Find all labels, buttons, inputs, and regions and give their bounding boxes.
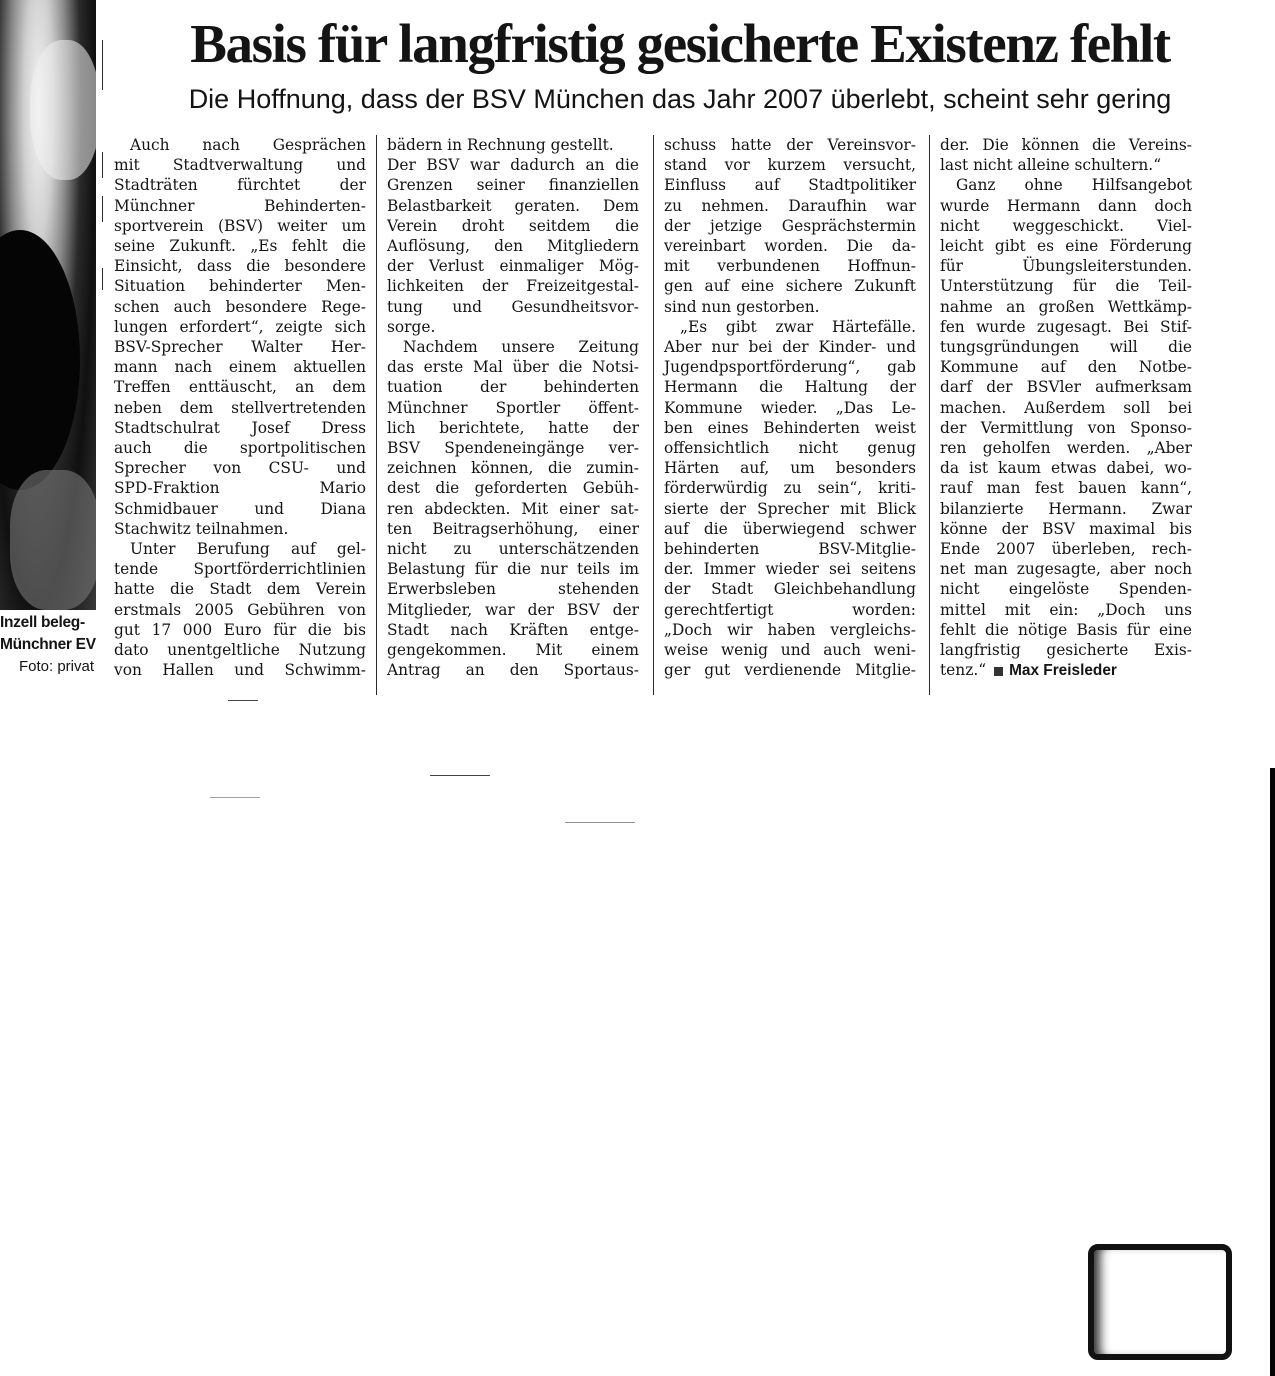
article-text-line: Stachwitz teilnahmen. [114, 519, 289, 538]
article-text-line: langfristig gesicherte Exis- [940, 641, 1192, 660]
article-text-line: bilanzierte Hermann. Zwar [940, 499, 1192, 518]
article-text-line: „Es gibt zwar Härtefälle. [680, 317, 916, 336]
article-text-line: mann nach einem aktuellen [114, 358, 366, 377]
article-text-line: der. Die können die Vereins- [940, 136, 1192, 154]
article-photo [0, 0, 96, 610]
article-column-1 [114, 135, 366, 680]
article-text-line: Erwerbsleben stehenden [387, 580, 639, 599]
article-text-line: mittel mit ein: „Doch uns [940, 600, 1192, 619]
article-text-line: vereinbart worden. Die da- [664, 237, 916, 256]
article-text-line: fen wurde zugesagt. Bei Stif- [940, 317, 1192, 336]
photo-credit: Foto: privat [18, 658, 94, 675]
article-text-line: auf die überwiegend schwer [664, 519, 916, 538]
column-rule [102, 196, 103, 222]
article-text-line: ren geholfen werden. „Aber [940, 439, 1192, 458]
article-text-line: Unterstützung für die Teil- [940, 277, 1192, 296]
article-text-line: das erste Mal über die Notsi- [387, 358, 639, 377]
article-text-line: ten Beitragserhöhung, einer [387, 519, 639, 538]
article-text-line: der jetzige Gesprächstermin [664, 216, 916, 235]
headline: Basis für langfristig gesicherte Existenz fehlt [190, 13, 1170, 74]
article-text-line: machen. Außerdem soll bei [940, 398, 1192, 417]
article-text-line: Belastung für die nur teils im [387, 560, 639, 579]
article-text-line: schuss hatte der Vereinsvor- [664, 136, 916, 154]
column-rule [653, 135, 654, 695]
article-text-line: sierte der Sprecher mit Blick [664, 499, 916, 518]
article-text-line: Kommune wieder. „Das Le- [664, 398, 916, 417]
article-text-line: hatte die Stadt dem Verein [114, 580, 366, 599]
subheadline: Die Hoffnung, dass der BSV München das Jahr 2007 überlebt, scheint sehr gering [188, 84, 1172, 114]
scan-speck [430, 775, 490, 776]
article-closing-line [940, 660, 1192, 681]
column-rule [376, 135, 377, 695]
article-text-line: Stadtschulrat Josef Dress [114, 418, 366, 437]
article-text-line: lich berichtete, hatte der [387, 418, 639, 437]
article-text-line: der Stadt Gleichbehandlung [664, 580, 916, 599]
article-text-line: Sprecher von CSU- und [114, 459, 366, 478]
article-text-line: bädern in Rechnung gestellt. [387, 136, 614, 154]
article-text-line: tende Sportförderrichtlinien [114, 560, 366, 579]
article-text-line: schen auch besondere Rege- [114, 297, 366, 316]
article-text-line: BSV Spendeneingänge ver- [387, 439, 639, 458]
article-text-line: sind nun gestorben. [664, 297, 820, 316]
article-text-line: rauf man fest bauen kann“, [940, 479, 1192, 498]
photo-caption [0, 612, 96, 678]
article-text-line: nicht zu unterschätzenden [387, 540, 639, 559]
photo-caption-line-1: Inzell beleg- [0, 614, 85, 631]
article-text-line: lichkeiten der Freizeitgestal- [387, 277, 639, 296]
article-text-line: erstmals 2005 Gebühren von [114, 600, 366, 619]
article-text-line: der. Immer wieder sei seitens [664, 560, 916, 579]
article-text-line: stand vor kurzem versucht, [664, 156, 916, 175]
scan-speck [565, 822, 635, 823]
article-text-line: da ist kaum etwas dabei, wo- [940, 459, 1192, 478]
article-text-line: SPD-Fraktion Mario [114, 479, 366, 498]
article-text-line: Einsicht, dass die besondere [114, 257, 366, 276]
article-text-line: Nachdem unsere Zeitung [403, 338, 639, 357]
article-text-line: net man zugesagte, aber noch [940, 560, 1192, 579]
article-text-line: Hermann die Haltung der [664, 378, 916, 397]
article-text-line: offensichtlich nicht genug [664, 439, 916, 458]
article-text-line: Münchner Behinderten- [114, 196, 366, 215]
article-text-line: Antrag an den Sportaus- [387, 661, 639, 680]
article-text-line: last nicht alleine schultern.“ [940, 156, 1162, 175]
article-text-line: Einfluss auf Stadtpolitiker [664, 176, 916, 195]
article-text-line: lungen erfordert“, zeigte sich [114, 317, 366, 336]
article-text-line: Stadt nach Kräften entge- [387, 620, 639, 639]
article-text-line: Unter Berufung auf gel- [130, 540, 366, 559]
article-column-2 [387, 135, 639, 680]
article-text-line: weise wenig und auch weni- [664, 641, 916, 660]
article-text-line: seine Zukunft. „Es fehlt die [114, 237, 366, 256]
article-text-line: Ende 2007 überleben, rech- [940, 540, 1192, 559]
article-text-line: mit verbundenen Hoffnun- [664, 257, 916, 276]
article-text-line: tungsgründungen will die [940, 338, 1192, 357]
article-text-line: Auch nach Gesprächen [130, 136, 366, 154]
article-text-line: könne der BSV maximal bis [940, 519, 1192, 538]
article-text-line: Der BSV war dadurch an die [387, 156, 639, 175]
article-column-3 [664, 135, 916, 680]
article-text-line: „Doch wir haben vergleichs- [664, 620, 916, 639]
article-text-line: BSV-Sprecher Walter Her- [114, 338, 366, 357]
article-text-line: zu nehmen. Daraufhin war [664, 196, 916, 215]
scan-edge [1270, 768, 1275, 1376]
article-text-line: ger gut verdienende Mitglie- [664, 661, 916, 680]
scan-corner-frame [1088, 1244, 1232, 1360]
article-text-line: zeichnen können, die zumin- [387, 459, 639, 478]
article-text-line: Grenzen seiner finanziellen [387, 176, 639, 195]
article-text-line: gerechtfertigt worden: [664, 600, 916, 619]
article-text-line: ben eines Behinderten weist [664, 418, 916, 437]
article-text-line: Schmidbauer und Diana [114, 499, 366, 518]
article-text-line: Jugendpsportförderung“, gab [664, 358, 916, 377]
article-text-line: Belastbarkeit geraten. Dem [387, 196, 639, 215]
article-text-line: von Hallen und Schwimm- [114, 661, 366, 680]
article-text-line: gen auf eine sichere Zukunft [664, 277, 916, 296]
column-rule [102, 152, 103, 178]
article-text-line: fehlt die nötige Basis für eine [940, 620, 1192, 639]
article-text-line: dato unentgeltliche Nutzung [114, 641, 366, 660]
article-text-line: Mitglieder, war der BSV der [387, 600, 639, 619]
article-text-line: nicht eingelöste Spenden- [940, 580, 1192, 599]
article-text-line: tung und Gesundheitsvor- [387, 297, 639, 316]
scan-speck [210, 797, 260, 798]
article-text-line: neben dem stellvertretenden [114, 398, 366, 417]
article-text-line: der Vermittlung von Sponso- [940, 418, 1192, 437]
article-closing-text: tenz.“ [940, 661, 987, 680]
author-byline: Max Freisleder [1009, 662, 1117, 680]
article-text-line: auch die sportpolitischen [114, 439, 366, 458]
article-text-line: Verein droht seitdem die [387, 216, 639, 235]
article-text-line: für Übungsleiterstunden. [940, 257, 1192, 276]
article-text-line: dest die geforderten Gebüh- [387, 479, 639, 498]
article-text-line: sportverein (BSV) weiter um [114, 216, 366, 235]
article-text-line: wurde Hermann dann doch [940, 196, 1192, 215]
article-text-line: nicht weggeschickt. Viel- [940, 216, 1192, 235]
article-text-line: förderwürdig zu sein“, kriti- [664, 479, 916, 498]
article-text-line: Kommune auf den Notbe- [940, 358, 1192, 377]
article-text-line: Auflösung, den Mitgliedern [387, 237, 639, 256]
article-text-line: der Verlust einmaliger Mög- [387, 257, 639, 276]
column-rule [102, 40, 103, 90]
column-rule [929, 135, 930, 695]
column-rule [102, 268, 103, 290]
article-text-line: nahme an großen Wettkämp- [940, 297, 1192, 316]
article-text-line: Treffen enttäuscht, an dem [114, 378, 366, 397]
article-text-line: sorge. [387, 317, 436, 336]
scan-speck [228, 700, 258, 701]
article-text-line: gengekommen. Mit einem [387, 641, 639, 660]
article-text-line: behinderten BSV-Mitglie- [664, 540, 916, 559]
article-text-line: leicht gibt es eine Förderung [940, 237, 1192, 256]
byline-bullet-icon [994, 667, 1003, 676]
article-text-line: tuation der behinderten [387, 378, 639, 397]
article-text-line: Ganz ohne Hilfsangebot [956, 176, 1192, 195]
article-text-line: Münchner Sportler öffent- [387, 398, 639, 417]
article-text-line: Stadträten fürchtet der [114, 176, 366, 195]
article-text-line: Härten auf, um besonders [664, 459, 916, 478]
article-text-line: gut 17 000 Euro für die bis [114, 620, 366, 639]
article-text-line: ren abdeckten. Mit einer sat- [387, 499, 639, 518]
article-text-line: Aber nur bei der Kinder- und [664, 338, 916, 357]
article-text-line: darf der BSVler aufmerksam [940, 378, 1192, 397]
article-column-4 [940, 135, 1192, 681]
article-text-line: Situation behinderter Men- [114, 277, 366, 296]
article-text-line: mit Stadtverwaltung und [114, 156, 366, 175]
photo-caption-line-2: Münchner EV [0, 636, 96, 653]
